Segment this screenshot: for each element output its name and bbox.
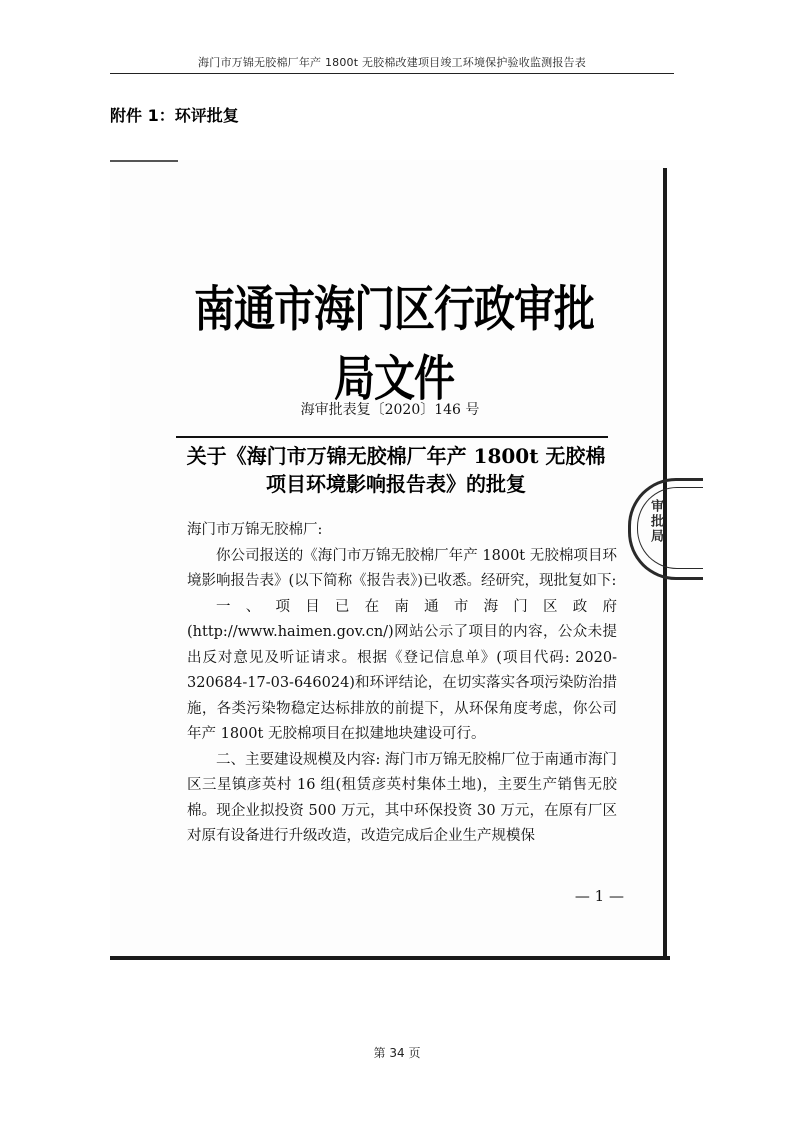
scanned-approval-document bbox=[110, 160, 670, 960]
scan-bottom-border bbox=[110, 956, 670, 960]
body-paragraph: 你公司报送的《海门市万锦无胶棉厂年产 1800t 无胶棉项目环境影响报告表》(以下简称《报告表》)已收悉。经研究，现批复如下: bbox=[187, 547, 617, 589]
running-header: 海门市万锦无胶棉厂年产 1800t 无胶棉改建项目竣工环境保护验收监测报告表 bbox=[198, 56, 586, 69]
subject-heading bbox=[170, 442, 622, 498]
inner-page-number: — 1 — bbox=[574, 887, 624, 905]
subject-line-2: 项目环境影响报告表》的批复 bbox=[266, 472, 526, 496]
title-divider bbox=[176, 436, 608, 438]
scan-edge-mark bbox=[110, 160, 178, 162]
attachment-title: 附件 1：环评批复 bbox=[110, 106, 239, 125]
page-number: 第 34 页 bbox=[373, 1046, 421, 1060]
official-seal bbox=[628, 478, 703, 580]
body-paragraph: 一、项目已在南通市海门区政府(http://www.haimen.gov.cn/)网站公示了项目的内容，公众未提出反对意见及听证请求。根据《登记信息单》(项目代码: 2020-320684-17-03-646024)和环评结论，在切实落实各项污染防治措施，各类污染物稳定达标排放的前提下，从环保角度考虑，你公司年产 1800t 无胶棉项目在拟建地块建设可行。 bbox=[187, 598, 617, 742]
header-divider bbox=[110, 73, 674, 74]
subject-line-1: 关于《海门市万锦无胶棉厂年产 1800t 无胶棉 bbox=[186, 444, 606, 468]
document-number: 海审批表复〔2020〕146 号 bbox=[300, 402, 480, 418]
salutation: 海门市万锦无胶棉厂: bbox=[187, 522, 323, 538]
body-paragraph: 二、主要建设规模及内容: 海门市万锦无胶棉厂位于南通市海门区三星镇彦英村 16 组(租赁彦英村集体土地)，主要生产销售无胶棉。现企业拟投资 500 万元，其中环保投资 30 万元，在原有厂区对原有设备进行升级改造，改造完成后企业生产规模保 bbox=[187, 751, 617, 844]
issuer-title: 南通市海门区行政审批局文件 bbox=[194, 280, 594, 407]
seal-text: 审批局 bbox=[648, 499, 663, 544]
document-body bbox=[187, 518, 617, 850]
